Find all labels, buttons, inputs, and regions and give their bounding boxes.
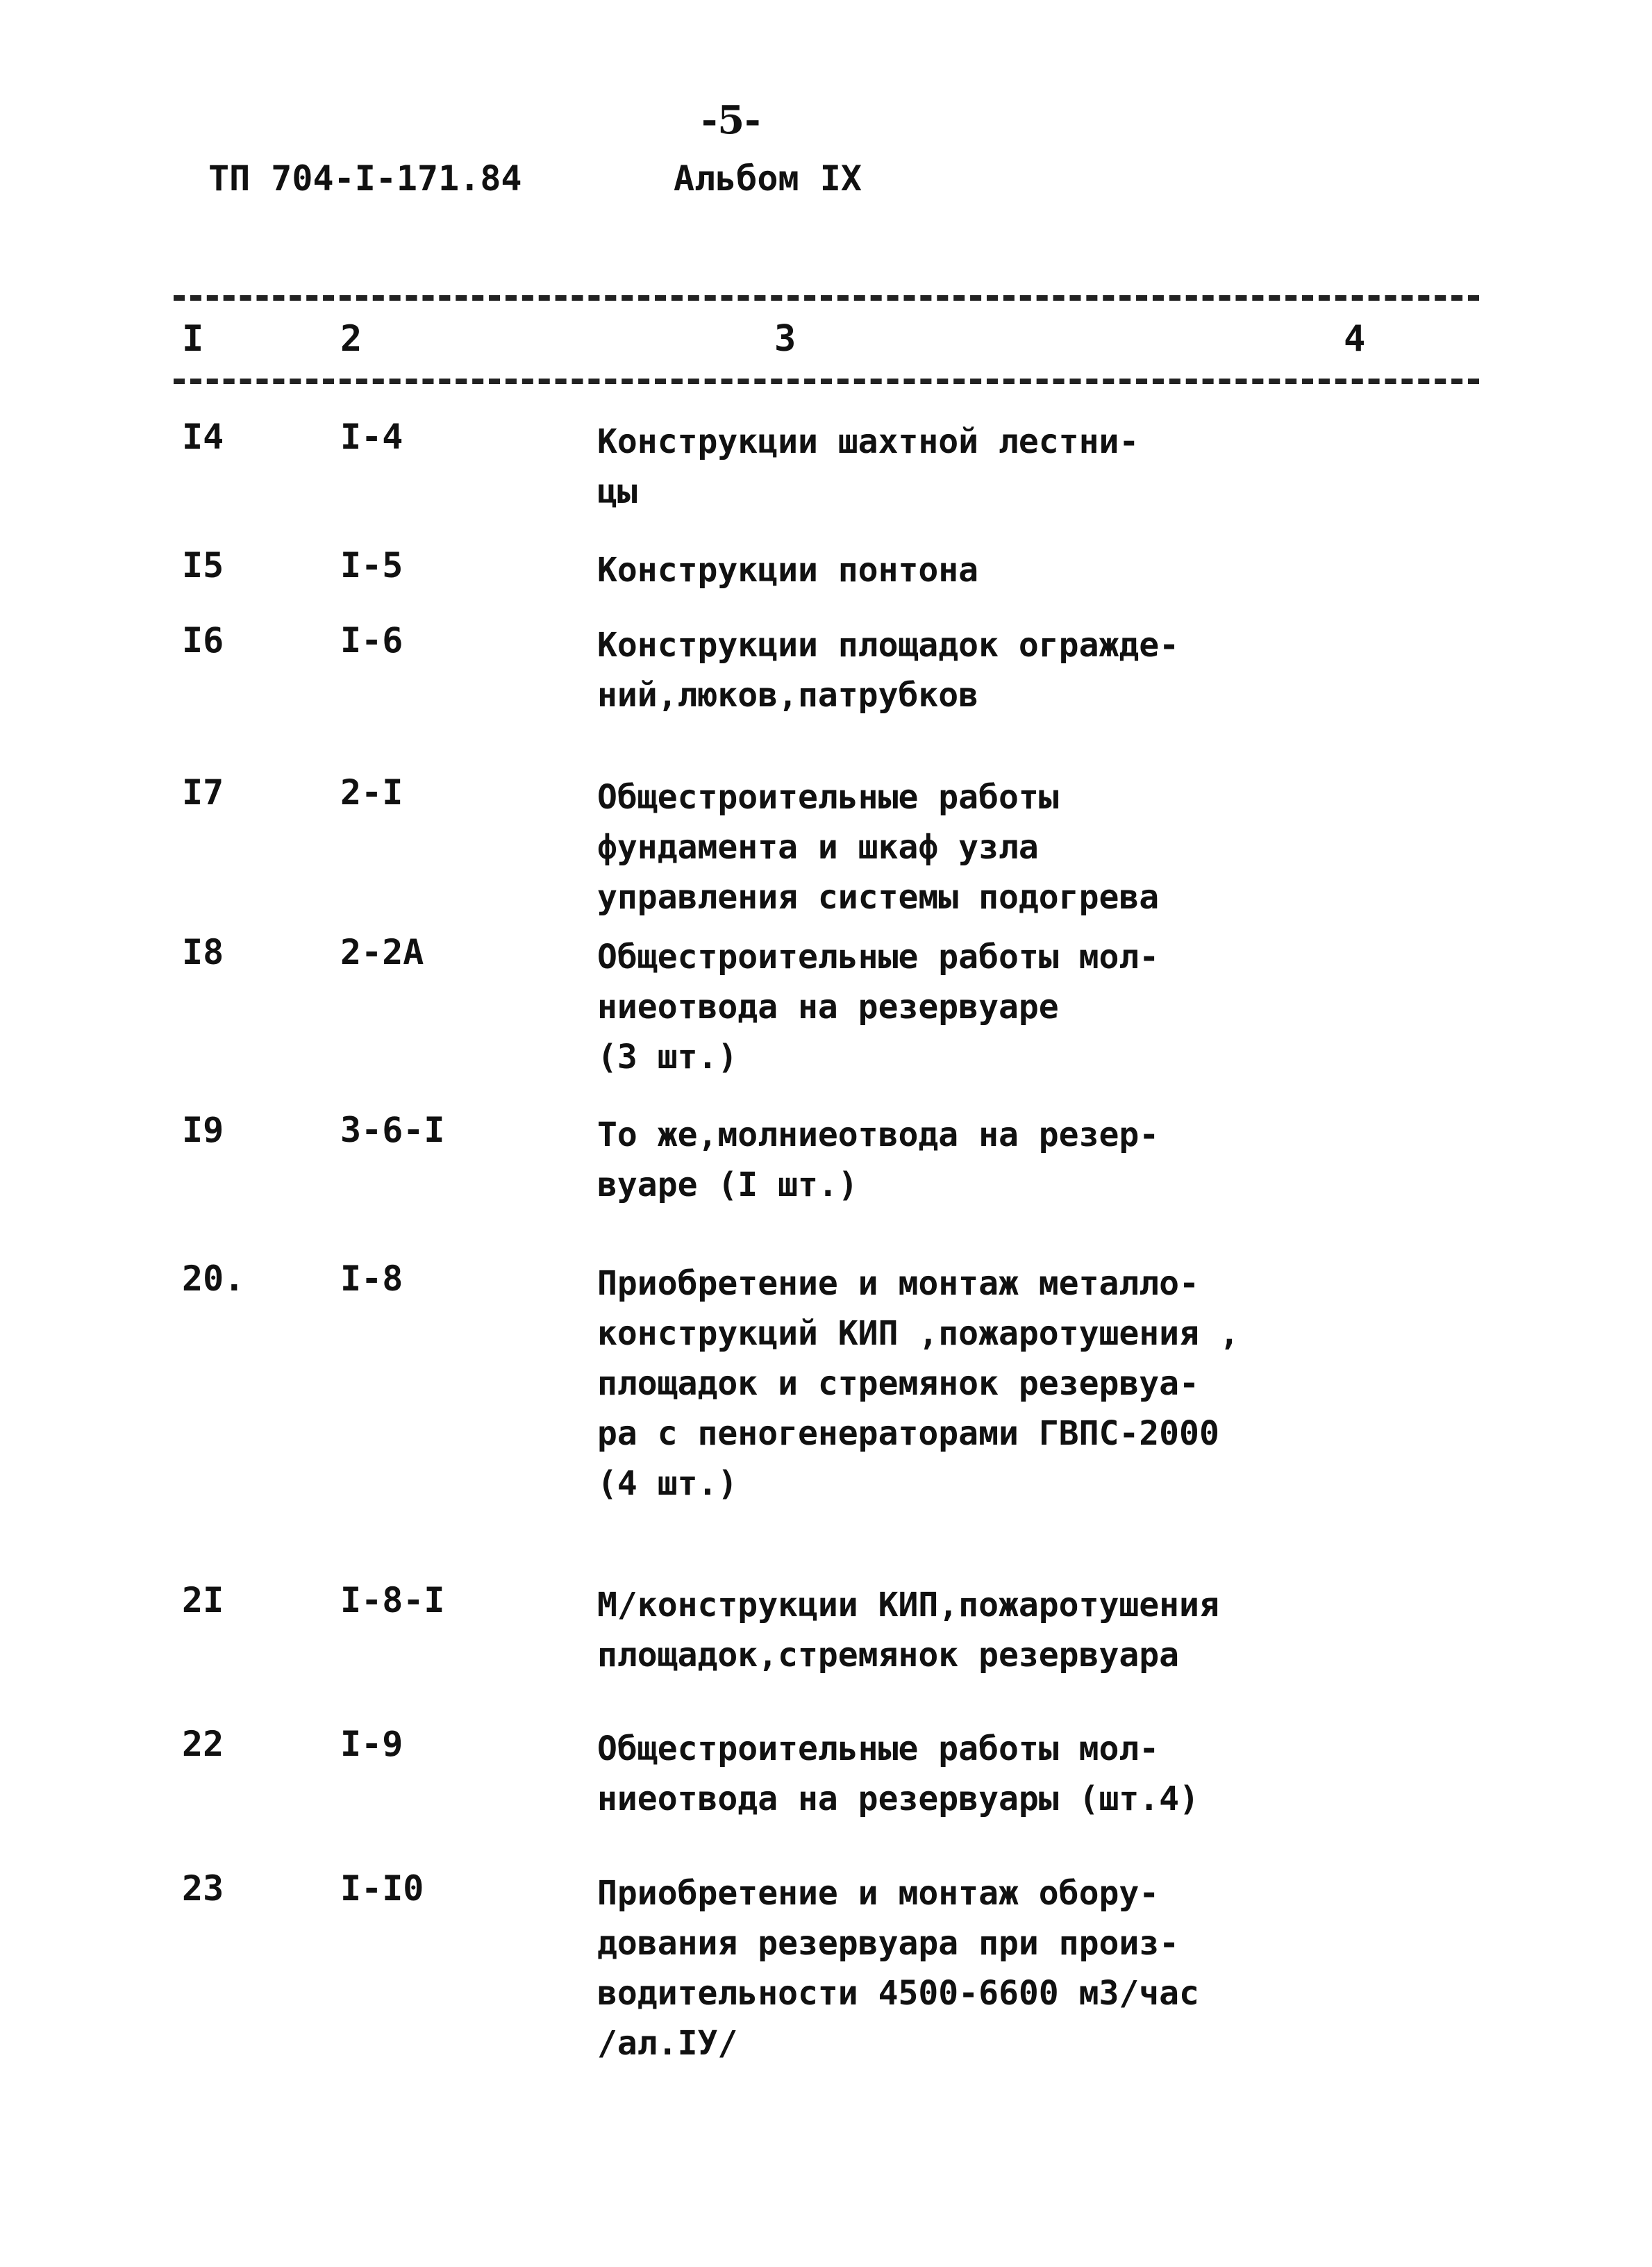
row-description: Общестроительные работы фундамента и шкаф узла управления системы подогрева (597, 778, 1160, 917)
row-number: 20. (182, 1259, 245, 1299)
row-code: 2-I (340, 772, 403, 813)
row-code: 3-6-I (340, 1110, 445, 1150)
row-number: I7 (182, 772, 224, 813)
row-code: 2-2А (340, 932, 424, 972)
page-number: -5- (701, 97, 761, 143)
row-code: I-8-I (340, 1580, 445, 1620)
album-title: Альбом IX (674, 158, 862, 199)
row-code: I-9 (340, 1724, 403, 1764)
row-description: Конструкции площадок огражде- ний,люков,патрубков (597, 626, 1180, 715)
row-code: I-8 (340, 1259, 403, 1299)
row-description: Конструкции шахтной лестни- цы (597, 422, 1140, 511)
row-number: I4 (182, 417, 224, 457)
row-description: То же,молниеотвода на резер- вуаре (I шт.) (597, 1115, 1160, 1204)
table-top-dashed-rule (174, 295, 1479, 301)
row-code: I-4 (340, 417, 403, 457)
row-description: Приобретение и монтаж металло- конструкций КИП ,пожаротушения , площадок и стремянок резервуа- ра с пеногенераторами ГВПС-2000 (4 шт.) (597, 1264, 1240, 1503)
row-number: I5 (182, 545, 224, 586)
row-code: I-5 (340, 545, 403, 586)
row-number: I9 (182, 1110, 224, 1150)
row-code: I-I0 (340, 1868, 424, 1909)
row-code: I-6 (340, 620, 403, 661)
column-header-4: 4 (1344, 318, 1366, 360)
document-code: ТП 704-I-171.84 (208, 158, 522, 199)
row-number: 23 (182, 1868, 224, 1909)
column-header-3: 3 (774, 318, 796, 360)
row-description: Общестроительные работы мол- ниеотвода на резервуары (шт.4) (597, 1729, 1199, 1818)
row-number: 22 (182, 1724, 224, 1764)
column-header-2: 2 (340, 318, 362, 360)
row-description: Общестроительные работы мол- ниеотвода на резервуаре (3 шт.) (597, 938, 1160, 1077)
row-description: Конструкции понтона (597, 551, 979, 590)
row-description: Приобретение и монтаж обору- дования резервуара при произ- водительности 4500-6600 м3/час /ал.IУ/ (597, 1874, 1199, 2063)
row-number: 2I (182, 1580, 224, 1620)
column-header-1: I (182, 318, 204, 360)
row-number: I6 (182, 620, 224, 661)
row-description: М/конструкции КИП,пожаротушения площадок,стремянок резервуара (597, 1586, 1219, 1675)
row-number: I8 (182, 932, 224, 972)
table-header-dashed-rule (174, 379, 1479, 384)
